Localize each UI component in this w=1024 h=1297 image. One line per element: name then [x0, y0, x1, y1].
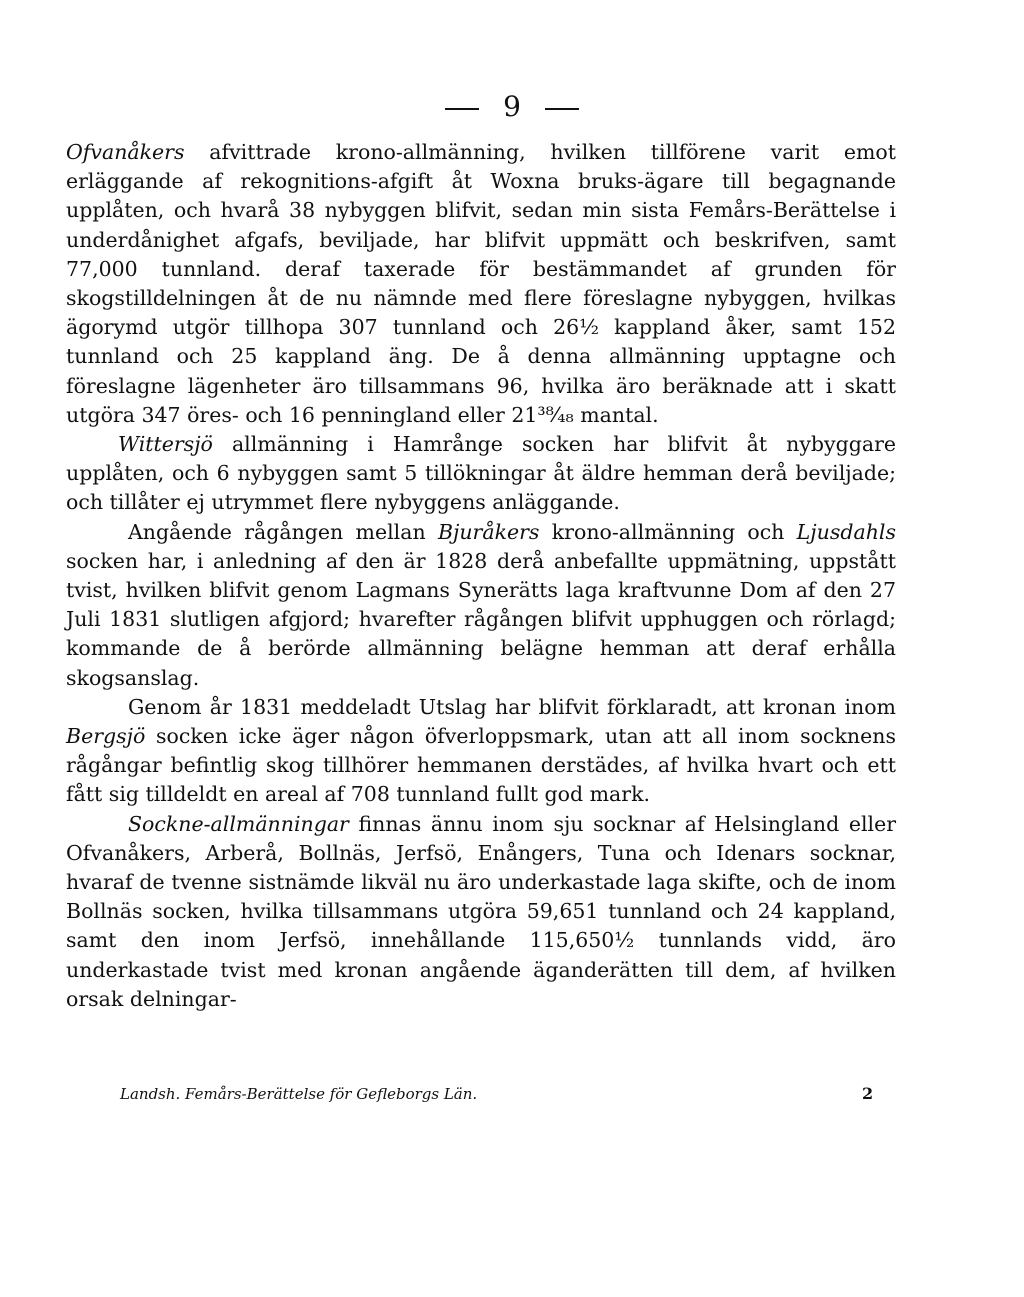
page-number: 9	[503, 90, 521, 123]
running-footer: Landsh. Femårs-Berättelse för Gefleborgs Län.	[120, 1085, 478, 1103]
paragraph-text: finnas ännu inom sju socknar af Helsingland eller Ofvanåkers, Arberå, Bollnäs, Jerfsö, Enångers, Tuna och Idenars socknar, hvaraf de tvenne sistnämde likväl nu äro underkastade laga skifte, och de inom Bollnäs socken, hvilka tillsammans utgöra 59,651 tunnland och 24 kappland, samt den inom Jerfsö, innehållande 115,650½ tunnlands vidd, äro underkastade tvist med kronan angående äganderätten till dem, af hvilken orsak delningar-	[66, 811, 896, 1011]
paragraph-text: socken har, i anledning af den är 1828 derå anbefallte uppmätning, uppstått tvist, hvilken blifvit genom Lagmans Synerätts laga kraftvunne Dom af den 27 Juli 1831 slutligen afgjord; hvarefter rågången blifvit upphuggen och rörlagd; kommande de å berörde allmänning belägne hemman att deraf erhålla skogsanslag.	[66, 548, 896, 690]
paragraph-ofvanakers	[66, 138, 896, 430]
paragraph-sockne-allmanningar	[66, 810, 896, 1014]
paragraph-text: krono-allmänning och	[539, 519, 797, 544]
paragraph-bergsjo	[66, 693, 896, 810]
paragraph-italic-term: Bergsjö	[66, 724, 146, 749]
header-dash-left	[445, 108, 479, 110]
page-header	[0, 92, 1024, 122]
paragraph-text: Angående rågången mellan	[128, 519, 438, 544]
paragraph-lead-italic: Ofvanåkers	[66, 140, 185, 164]
body-text	[66, 138, 896, 1014]
paragraph-wittersjo	[66, 430, 896, 518]
signature-mark: 2	[862, 1084, 874, 1103]
paragraph-lead-italic: Sockne-allmänningar	[128, 811, 349, 836]
paragraph-text: allmänning i Hamrånge socken har blifvit åt nybyggare upplåten, och 6 nybyggen samt 5 tillökningar åt äldre hemman derå beviljade; och tillåter ej utrymmet flere nybyggens anläggande.	[66, 432, 896, 515]
paragraph-lead-italic: Wittersjö	[118, 432, 213, 457]
paragraph-text: socken icke äger någon öfverloppsmark, utan att all inom socknens rågångar befintlig skog tillhörer hemmanen derstädes, af hvilka hvart och ett fått sig tilldeldt en areal af 708 tunnland fullt god mark.	[66, 724, 896, 807]
paragraph-italic-term: Bjuråkers	[437, 519, 540, 544]
paragraph-bjurakers	[66, 518, 896, 693]
paragraph-italic-term: Ljusdahls	[796, 519, 896, 544]
paragraph-text: afvittrade krono-allmänning, hvilken tillförene varit emot erläggande af rekognitions-afgift åt Woxna bruks-ägare till begagnande upplåten, och hvarå 38 nybyggen blifvit, sedan min sista Femårs-Berättelse i underdånighet afgafs, beviljade, har blifvit uppmätt och beskrifven, samt 77,000 tunnland. deraf taxerade för bestämmandet af grunden för skogstilldelningen åt de nu nämnde med flere föreslagne nybyggen, hvilkas ägorymd utgör tillhopa 307 tunnland och 26½ kappland åker, samt 152 tunnland och 25 kappland äng. De å denna allmänning upptagne och föreslagne lägenheter äro tillsammans 96, hvilka äro beräknade att i skatt utgöra 347 öres- och 16 penningland eller 21³⁸⁄₄₈ mantal.	[66, 140, 896, 427]
paragraph-text: Genom år 1831 meddeladt Utslag har blifvit förklaradt, att kronan inom	[128, 694, 896, 719]
header-dash-right	[545, 108, 579, 110]
